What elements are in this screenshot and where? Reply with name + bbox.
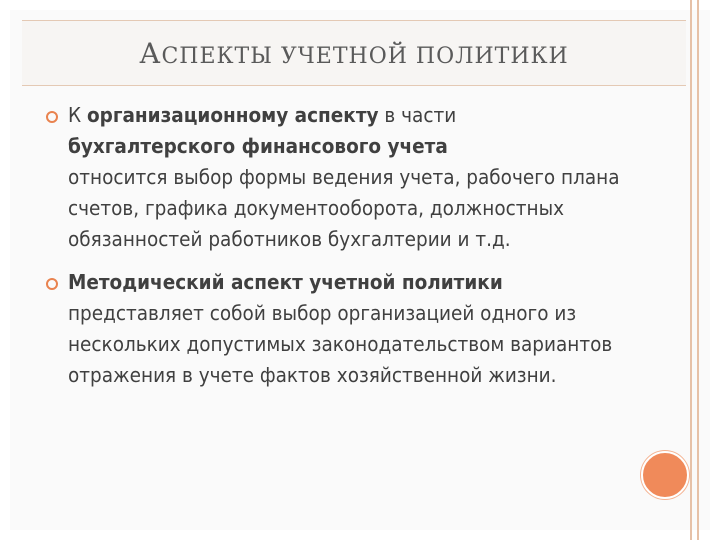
bullet-circle-icon bbox=[46, 111, 58, 123]
bullet-item bbox=[46, 100, 636, 255]
title-first-letter: А bbox=[139, 37, 162, 70]
slide-title bbox=[22, 37, 686, 70]
bullet-intro-text: К bbox=[68, 103, 87, 127]
decorative-circle-icon bbox=[641, 451, 689, 499]
bullet-bold-text: организационному аспекту bbox=[86, 103, 379, 127]
bullet-text: в части bbox=[378, 103, 457, 127]
bullet-bold-text: бухгалтерского финансового учета bbox=[68, 134, 448, 158]
right-border-line bbox=[690, 0, 692, 540]
bullet-text: относится выбор формы ведения учета, рабочего плана счетов, графика документооборота, должностных обязанностей работников бухгалтерии и т.д. bbox=[68, 165, 620, 251]
bullet-text: представляет собой выбор организацией одного из нескольких допустимых законодательством вариантов отражения в учете фактов хозяйственной жизни. bbox=[68, 301, 613, 387]
bullet-circle-icon bbox=[46, 278, 58, 290]
right-border-line bbox=[697, 0, 699, 540]
bullet-bold-text: Методический аспект учетной политики bbox=[68, 270, 503, 294]
title-bar bbox=[22, 20, 686, 86]
title-rest: СПЕКТЫ УЧЕТНОЙ ПОЛИТИКИ bbox=[161, 44, 569, 69]
slide-content bbox=[46, 100, 636, 403]
bullet-item bbox=[46, 267, 636, 391]
